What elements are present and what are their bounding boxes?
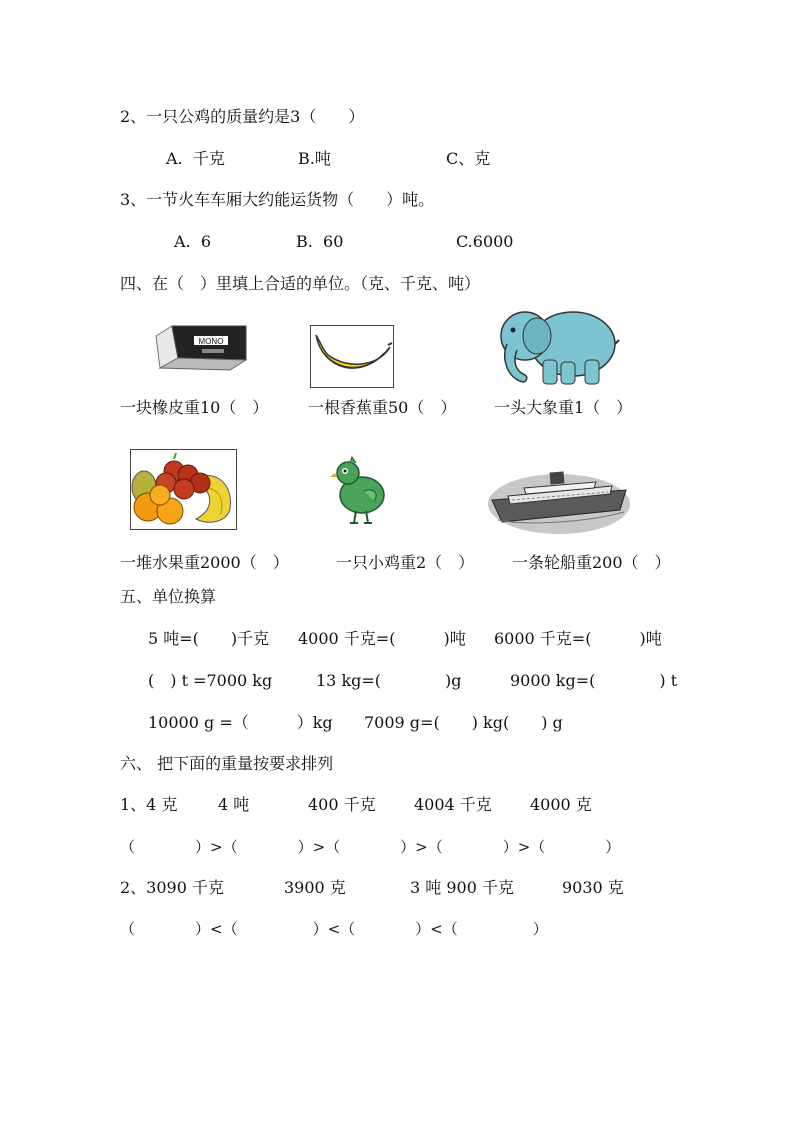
sort-2-answer-blanks: （ ）<（ ）<（ ）<（ ）: [120, 920, 548, 938]
sort-1-item-3: 400 千克: [308, 795, 376, 814]
sort-1-answer-blanks: （ ）>（ ）>（ ）>（ ）>（ ）: [120, 838, 621, 856]
q3-option-c: C.6000: [456, 232, 514, 251]
sort-1-item-5: 4000 克: [530, 795, 592, 814]
sort-1-item-1: 1、4 克: [120, 795, 178, 814]
ship-image: [488, 460, 630, 534]
fruit-pile-image: [130, 449, 237, 530]
section-4-title: 四、在（ ）里填上合适的单位。（克、千克、吨）: [120, 274, 481, 293]
eraser-image: [150, 318, 250, 374]
conversion-2-1: ( ) t =7000 kg: [148, 671, 273, 690]
elephant-image: [497, 300, 621, 392]
conversion-2-3: 9000 kg=( ) t: [510, 671, 678, 690]
section-5-title: 五、单位换算: [120, 587, 217, 606]
fruit-label: 一堆水果重2000（ ）: [120, 553, 289, 572]
conversion-1-2: 4000 千克=( )吨: [298, 629, 466, 648]
sort-2-item-2: 3900 克: [284, 878, 346, 897]
q3-option-b: B. 60: [296, 232, 344, 251]
conversion-1-1: 5 吨=( )千克: [148, 629, 270, 648]
conversion-3-1: 10000 g =（ ）kg: [148, 713, 333, 732]
section-6-title: 六、 把下面的重量按要求排列: [120, 754, 334, 773]
banana-image: [310, 325, 394, 388]
q2-option-a: A. 千克: [166, 149, 225, 168]
elephant-label: 一头大象重1（ ）: [494, 398, 633, 417]
q2-option-b: B.吨: [298, 149, 331, 168]
eraser-label: 一块橡皮重10（ ）: [120, 398, 269, 417]
conversion-1-3: 6000 千克=( )吨: [494, 629, 662, 648]
chick-image: [330, 455, 392, 527]
banana-label: 一根香蕉重50（ ）: [308, 398, 457, 417]
sort-2-item-1: 2、3090 千克: [120, 878, 224, 897]
ship-label: 一条轮船重200（ ）: [512, 553, 671, 572]
sort-1-item-4: 4004 千克: [414, 795, 492, 814]
q2-stem: 2、一只公鸡的质量约是3（ ）: [120, 107, 365, 126]
conversion-3-2: 7009 g=( ) kg( ) g: [364, 713, 563, 732]
sort-2-item-3: 3 吨 900 千克: [410, 878, 514, 897]
sort-1-item-2: 4 吨: [218, 795, 250, 814]
conversion-2-2: 13 kg=( )g: [316, 671, 462, 690]
q3-option-a: A. 6: [174, 232, 211, 251]
q3-stem: 3、一节火车车厢大约能运货物（ ）吨。: [120, 190, 435, 209]
q2-option-c: C、克: [446, 149, 491, 168]
svg-text:MONO: MONO: [198, 337, 224, 346]
sort-2-item-4: 9030 克: [562, 878, 624, 897]
chick-label: 一只小鸡重2（ ）: [336, 553, 475, 572]
